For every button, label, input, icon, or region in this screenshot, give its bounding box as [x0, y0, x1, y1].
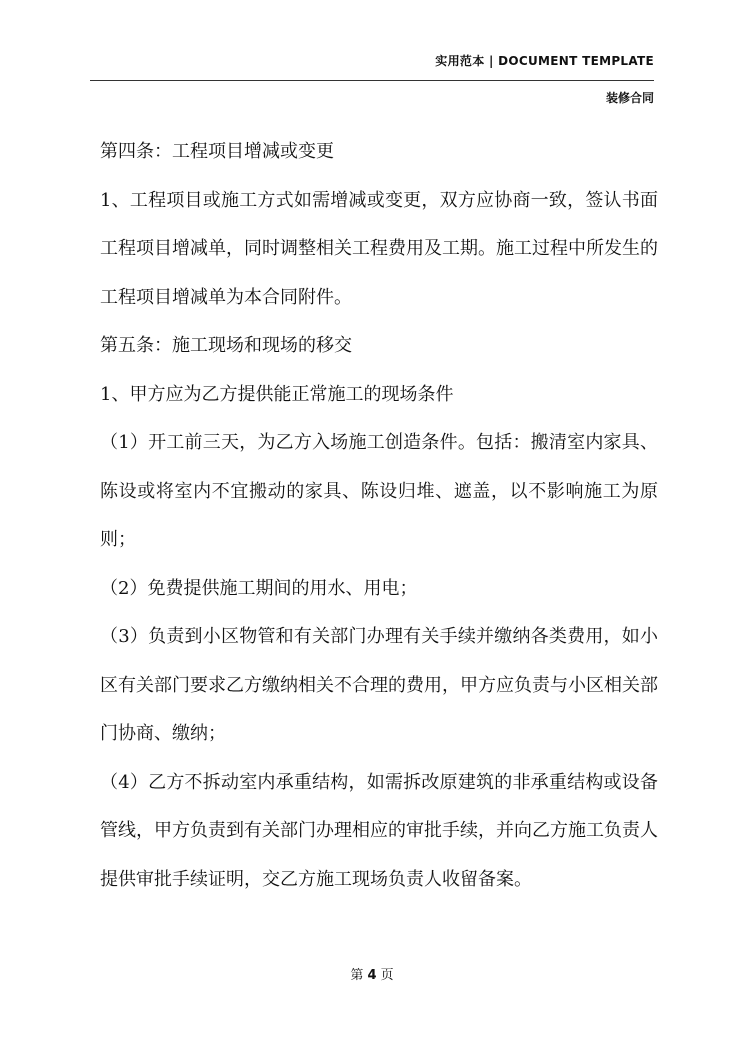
clause-5-1-item-2: （2）免费提供施工期间的用水、用电；	[100, 577, 418, 599]
clause-5-1-item-4: （4）乙方不拆动室内承重结构，如需拆改原建筑的非承重结构或设备管线，甲方负责到有关部门办理相应的审批手续，并向乙方施工负责人提供审批手续证明，交乙方施工现场负责人收留备案。	[100, 771, 658, 890]
header-divider	[90, 80, 654, 81]
clause-5-1-item-1: （1）开工前三天，为乙方入场施工创造条件。包括：搬清室内家具、陈设或将室内不宜搬动的家具、陈设归堆、遮盖，以不影响施工为原则；	[100, 432, 658, 550]
page-number: 4	[367, 968, 377, 983]
clause-5-1-item-3: （3）负责到小区物管和有关部门办理有关手续并缴纳各类费用，如小区有关部门要求乙方缴纳相关不合理的费用，甲方应负责与小区相关部门协商、缴纳；	[100, 626, 658, 744]
clause-4-1: 1、工程项目或施工方式如需增减或变更，双方应协商一致，签认书面工程项目增减单，同时调整相关工程费用及工期。施工过程中所发生的工程项目增减单为本合同附件。	[100, 189, 658, 308]
page-suffix: 页	[380, 968, 394, 983]
page-footer	[0, 964, 744, 983]
header-subtitle: 装修合同	[605, 91, 654, 105]
section-heading-4: 第四条：工程项目增减或变更	[100, 141, 334, 162]
document-body	[100, 128, 658, 904]
section-heading-5: 第五条：施工现场和现场的移交	[100, 335, 352, 356]
header-title: 实用范本 | DOCUMENT TEMPLATE	[435, 54, 654, 68]
page-prefix: 第	[350, 968, 364, 983]
clause-5-1: 1、甲方应为乙方提供能正常施工的现场条件	[100, 383, 454, 405]
